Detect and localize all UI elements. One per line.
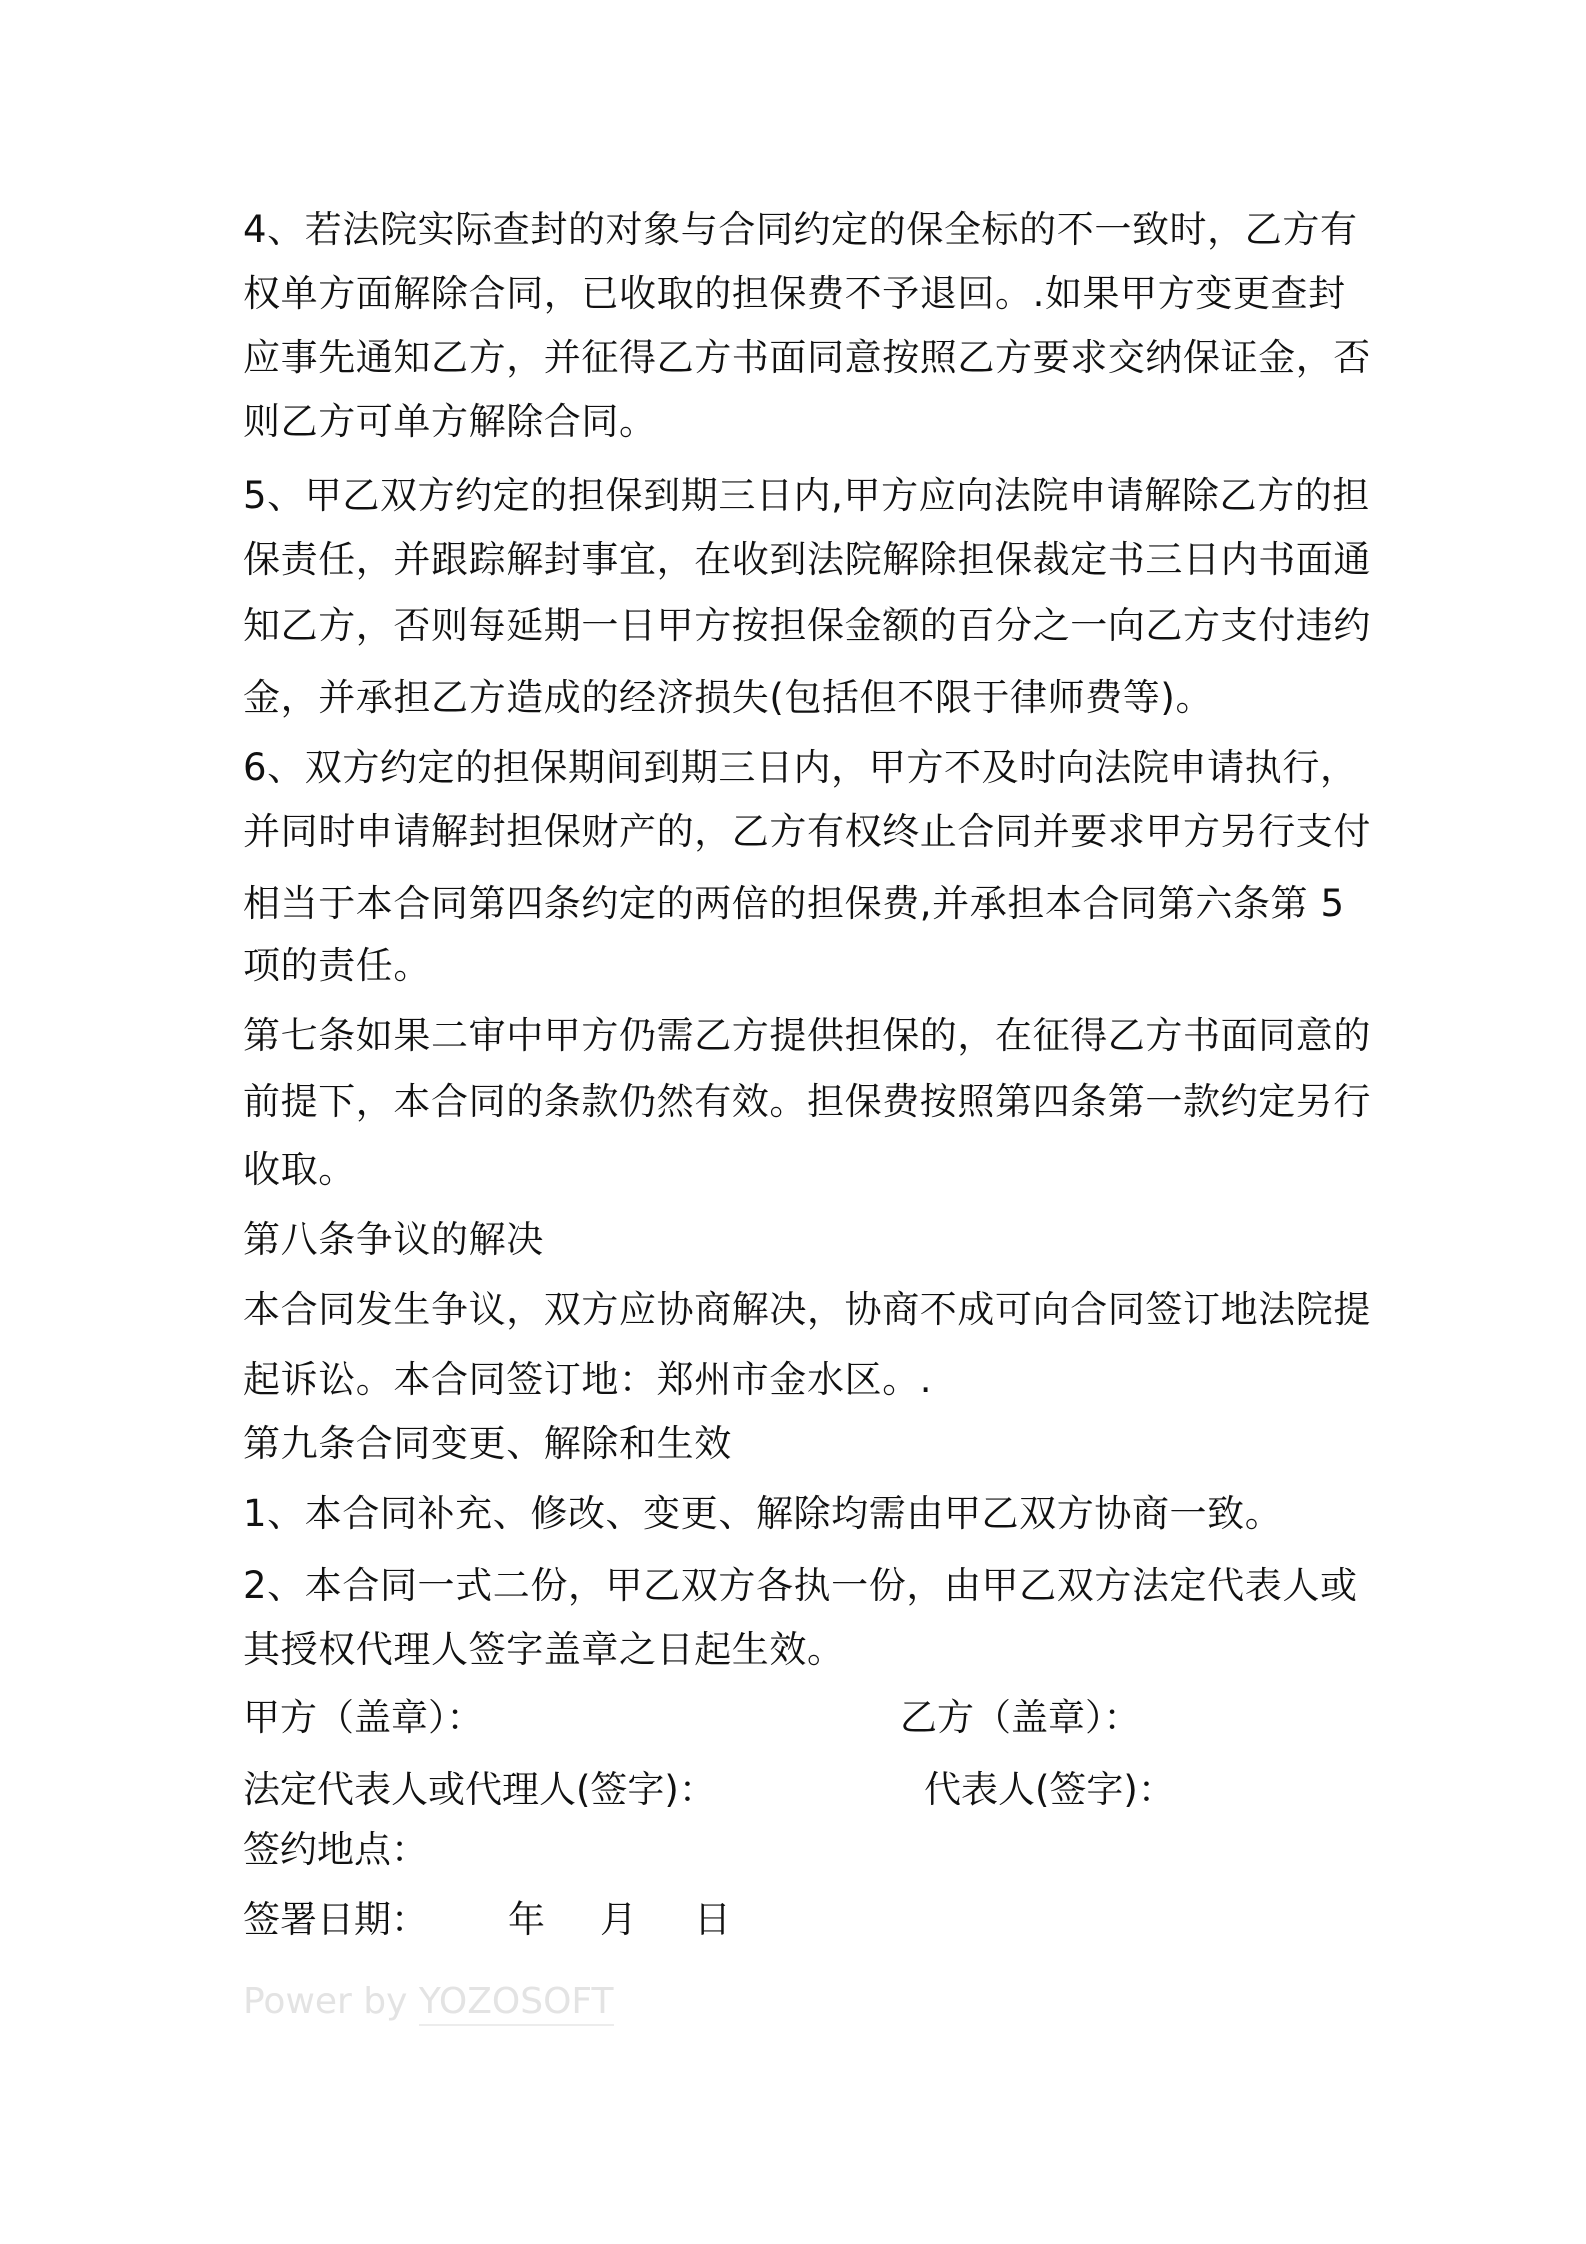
text-line: 4、若法院实际查封的对象与合同约定的保全标的不一致时，乙方有 [243, 208, 1358, 251]
text-line: 权单方面解除合同，已收取的担保费不予退回。.如果甲方变更查封 [243, 272, 1346, 315]
text-line: 并同时申请解封担保财产的，乙方有权终止合同并要求甲方另行支付 [243, 810, 1371, 853]
section-heading: 第九条合同变更、解除和生效 [243, 1422, 732, 1465]
signing-place-label: 签约地点： [243, 1828, 428, 1871]
watermark-prefix: Power by [243, 1981, 419, 2022]
text-line: 其授权代理人签字盖章之日起生效。 [243, 1628, 845, 1671]
text-line: 本合同发生争议，双方应协商解决，协商不成可向合同签订地法院提 [243, 1288, 1371, 1331]
party-a-seal-label: 甲方（盖章）： [243, 1696, 484, 1739]
date-day-label: 日 [694, 1898, 731, 1941]
text-line: 5、甲乙双方约定的担保到期三日内,甲方应向法院申请解除乙方的担 [243, 474, 1370, 517]
text-line: 6、双方约定的担保期间到期三日内，甲方不及时向法院申请执行， [243, 746, 1358, 789]
text-line: 应事先通知乙方，并征得乙方书面同意按照乙方要求交纳保证金，否 [243, 336, 1371, 379]
signing-date-label: 签署日期： [243, 1898, 428, 1941]
text-line: 保责任，并跟踪解封事宜，在收到法院解除担保裁定书三日内书面通 [243, 538, 1371, 581]
section-heading: 第八条争议的解决 [243, 1218, 544, 1261]
text-line: 项的责任。 [243, 944, 431, 987]
party-b-seal-label: 乙方（盖章）： [900, 1696, 1141, 1739]
text-line: 相当于本合同第四条约定的两倍的担保费,并承担本合同第六条第 5 [243, 882, 1345, 925]
text-line: 2、本合同一式二份，甲乙双方各执一份，由甲乙双方法定代表人或 [243, 1564, 1358, 1607]
text-line: 则乙方可单方解除合同。 [243, 400, 657, 443]
text-line: 起诉讼。本合同签订地：郑州市金水区。. [243, 1358, 933, 1401]
party-b-representative-label: 代表人(签字)： [924, 1768, 1175, 1811]
text-line: 知乙方，否则每延期一日甲方按担保金额的百分之一向乙方支付违约 [243, 604, 1371, 647]
text-line: 第七条如果二审中甲方仍需乙方提供担保的，在征得乙方书面同意的 [243, 1014, 1371, 1057]
text-line: 收取。 [243, 1148, 356, 1191]
party-a-representative-label: 法定代表人或代理人(签字)： [243, 1768, 716, 1811]
text-line: 1、本合同补充、修改、变更、解除均需由甲乙双方协商一致。 [243, 1492, 1283, 1535]
watermark [243, 1978, 614, 2026]
date-year-label: 年 [508, 1898, 545, 1941]
date-month-label: 月 [600, 1898, 637, 1941]
watermark-brand: YOZOSOFT [419, 1981, 614, 2026]
text-line: 金，并承担乙方造成的经济损失(包括但不限于律师费等)。 [243, 676, 1214, 719]
text-line: 前提下，本合同的条款仍然有效。担保费按照第四条第一款约定另行 [243, 1080, 1371, 1123]
